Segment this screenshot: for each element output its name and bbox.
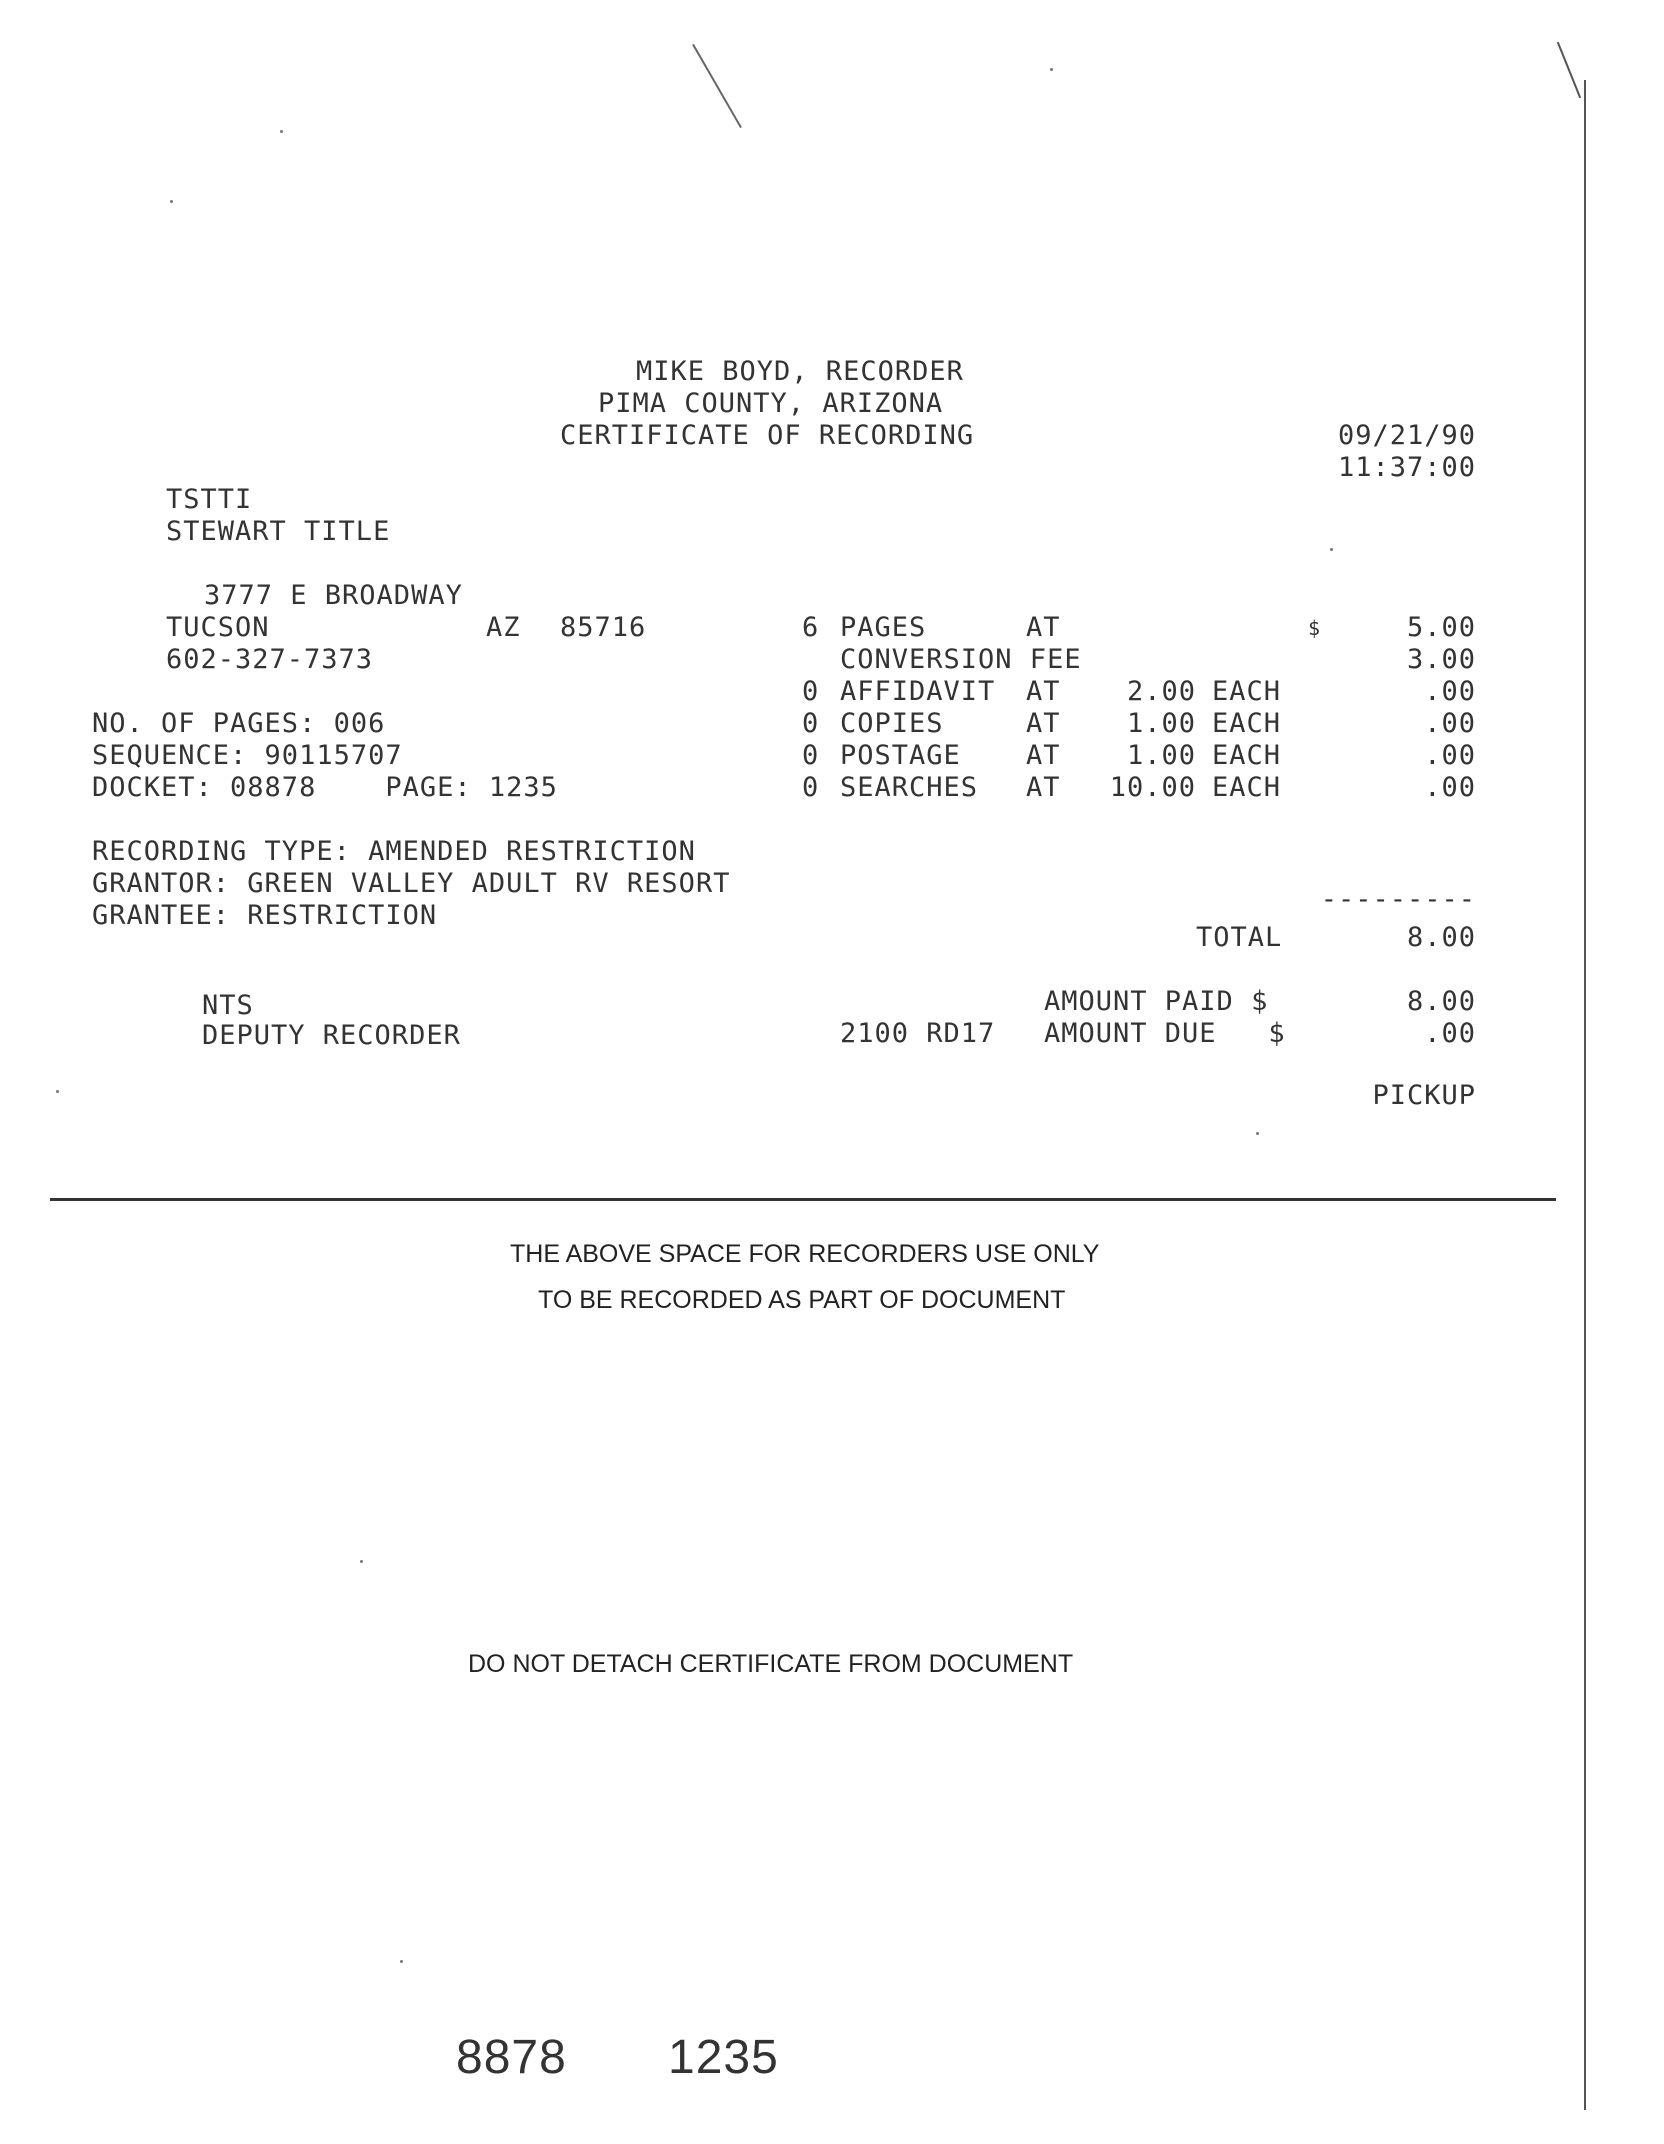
fee-rate: 1.00 <box>1126 740 1196 771</box>
total-rule: --------- <box>1320 884 1476 915</box>
fee-amount: .00 <box>1424 708 1476 739</box>
docket-page: DOCKET: 08878 PAGE: 1235 <box>92 772 558 803</box>
scan-speck <box>56 1090 59 1093</box>
fee-item: PAGES <box>840 612 927 643</box>
fee-rate: 1.00 <box>1126 708 1196 739</box>
fee-at: AT <box>1026 772 1061 803</box>
recording-date: 09/21/90 <box>1337 420 1476 451</box>
deputy-title: DEPUTY RECORDER <box>202 1020 461 1051</box>
fee-item: COPIES <box>840 708 944 739</box>
recorder-space-divider <box>50 1198 1556 1201</box>
fee-currency: $ <box>1308 616 1322 640</box>
scan-speck <box>1050 68 1053 71</box>
fee-amount: .00 <box>1424 772 1476 803</box>
addressee-street: 3777 E BROADWAY <box>204 580 463 611</box>
fee-qty: 0 <box>802 676 820 707</box>
pickup-note: PICKUP <box>1372 1080 1476 1111</box>
amount-paid-label: AMOUNT PAID $ <box>1044 986 1269 1017</box>
grantor: GRANTOR: GREEN VALLEY ADULT RV RESORT <box>92 868 731 899</box>
scan-speck <box>170 200 173 203</box>
addressee-zip: 85716 <box>560 612 647 643</box>
certificate-title: CERTIFICATE OF RECORDING <box>560 420 975 451</box>
recorded-as-part-notice: TO BE RECORDED AS PART OF DOCUMENT <box>538 1286 1066 1314</box>
addressee-name: STEWART TITLE <box>166 516 391 547</box>
number-of-pages: NO. OF PAGES: 006 <box>92 708 386 739</box>
fee-at: AT <box>1026 612 1061 643</box>
fee-each: EACH <box>1212 676 1282 707</box>
fee-at: AT <box>1026 740 1061 771</box>
fee-qty: 0 <box>802 740 820 771</box>
scan-stroke-top <box>692 44 742 128</box>
fee-each: EACH <box>1212 708 1282 739</box>
addressee-state: AZ <box>486 612 521 643</box>
sequence-number: SEQUENCE: 90115707 <box>92 740 403 771</box>
fee-item: SEARCHES <box>840 772 979 803</box>
scan-edge-stroke <box>1557 42 1581 98</box>
scan-speck <box>1330 548 1333 551</box>
fee-at: AT <box>1026 676 1061 707</box>
addressee-code: TSTTI <box>166 484 253 515</box>
fee-qty: 0 <box>802 772 820 803</box>
scan-edge-line <box>1584 80 1586 2110</box>
scan-speck <box>280 130 283 133</box>
scan-speck <box>1256 1132 1259 1135</box>
county-name: PIMA COUNTY, ARIZONA <box>598 388 944 419</box>
grantee: GRANTEE: RESTRICTION <box>92 900 438 931</box>
fee-qty: 0 <box>802 708 820 739</box>
fee-amount: .00 <box>1424 676 1476 707</box>
amount-paid: 8.00 <box>1406 986 1476 1017</box>
recorder-use-notice: THE ABOVE SPACE FOR RECORDERS USE ONLY <box>510 1240 1100 1268</box>
addressee-phone: 602-327-7373 <box>166 644 374 675</box>
fee-qty: 6 <box>802 612 820 643</box>
recording-type: RECORDING TYPE: AMENDED RESTRICTION <box>92 836 696 867</box>
fee-item: AFFIDAVIT <box>840 676 996 707</box>
fee-item: POSTAGE <box>840 740 961 771</box>
fee-item: CONVERSION FEE <box>840 644 1082 675</box>
total-label: TOTAL <box>1196 922 1283 953</box>
addressee-city: TUCSON <box>166 612 270 643</box>
stamp-docket-number: 8878 <box>456 2031 567 2084</box>
fee-amount: 5.00 <box>1406 612 1476 643</box>
scan-speck <box>400 1960 403 1963</box>
fee-amount: .00 <box>1424 740 1476 771</box>
fee-rate: 10.00 <box>1109 772 1196 803</box>
do-not-detach-notice: DO NOT DETACH CERTIFICATE FROM DOCUMENT <box>468 1650 1074 1678</box>
fee-rate: 2.00 <box>1126 676 1196 707</box>
recording-time: 11:37:00 <box>1337 452 1476 483</box>
recorder-name: MIKE BOYD, RECORDER <box>636 356 964 387</box>
station-code: 2100 RD17 <box>840 1018 996 1049</box>
fee-amount: 3.00 <box>1406 644 1476 675</box>
amount-due-label: AMOUNT DUE $ <box>1044 1018 1286 1049</box>
total-amount: 8.00 <box>1406 922 1476 953</box>
scan-speck <box>360 1560 363 1563</box>
deputy-initials: NTS <box>202 990 254 1021</box>
fee-at: AT <box>1026 708 1061 739</box>
fee-each: EACH <box>1212 740 1282 771</box>
stamp-page-number: 1235 <box>668 2031 779 2084</box>
fee-each: EACH <box>1212 772 1282 803</box>
amount-due: .00 <box>1424 1018 1476 1049</box>
